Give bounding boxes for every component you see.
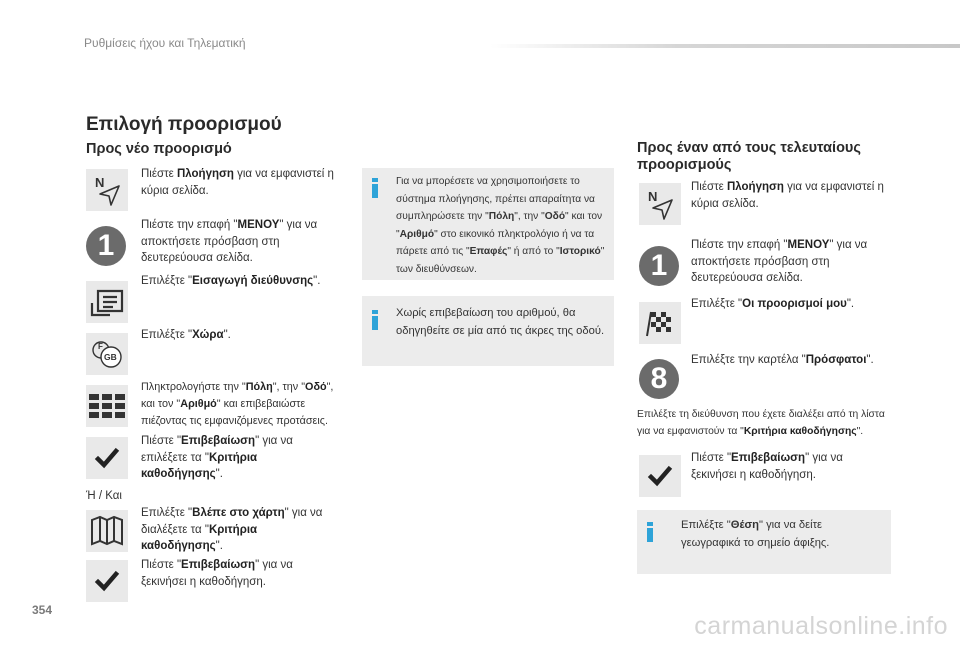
- right-step3-text: Επιλέξτε "Οι προορισμοί μου".: [691, 298, 855, 310]
- left-step1-text: Πιέστε Πλοήγηση για να εμφανιστεί η κύρια σελίδα.: [141, 168, 334, 197]
- left-step7-text: Επιλέξτε "Βλέπε στο χάρτη" για να διαλέξετε τα "Κριτήρια καθοδήγησης".: [141, 507, 323, 552]
- info-box-position-text: Επιλέξτε "Θέση" για να δείτε γεωγραφικά το σημείο άφιξης.: [681, 519, 830, 549]
- right-step1-text: Πιέστε Πλοήγηση για να εμφανιστεί η κύρια σελίδα.: [691, 181, 884, 210]
- info-icon: [372, 310, 378, 330]
- navigation-icon: [639, 183, 681, 225]
- info-box-address-text: Για να μπορέσετε να χρησιμοποιήσετε το σύστημα πλοήγησης, πρέπει απαραίτητα να συμπληρώσετε την "Πόλη", την "Οδό" και τον "Αριθμό" στο εικονικό πληκτρολόγιο ή να τα πάρετε από τις "Επαφές" ή από το "Ιστορικό" των διευθύνσεων.: [396, 176, 605, 275]
- info-icon: [372, 178, 378, 198]
- keyboard-icon: [86, 385, 128, 427]
- header-title: Ρυθμίσεις ήχου και Τηλεματική: [84, 36, 246, 50]
- info-box-address: [362, 168, 614, 280]
- right-step4-text: Επιλέξτε την καρτέλα "Πρόσφατοι".: [691, 354, 874, 366]
- info-box-number-text: Χωρίς επιβεβαίωση του αριθμού, θα οδηγηθείτε σε μία από τις άκρες της οδού.: [396, 307, 605, 337]
- left-step4-text: Επιλέξτε "Χώρα".: [141, 329, 231, 341]
- info-box-number: [362, 296, 614, 366]
- left-step2-text: Πιέστε την επαφή "ΜΕΝΟΥ" για να αποκτήσετε πρόσβαση στη δευτερεύουσα σελίδα.: [141, 219, 318, 264]
- left-section-title: Προς νέο προορισμό: [86, 141, 232, 157]
- left-step8-text: Πιέστε "Επιβεβαίωση" για να ξεκινήσει η καθοδήγηση.: [141, 559, 293, 588]
- address-entry-icon: [86, 281, 128, 323]
- step-number-badge: 8: [639, 359, 679, 399]
- right-step5-text: Επιλέξτε τη διεύθυνση που έχετε διαλέξει από τη λίστα για να εμφανιστούν τα "Κριτήρια καθοδήγησης".: [637, 409, 885, 437]
- info-box-position: [637, 510, 891, 574]
- navigation-icon: [86, 169, 128, 211]
- confirm-checkmark-icon: [639, 455, 681, 497]
- page-number: 354: [32, 603, 53, 617]
- country-icon-letter-top: F: [98, 342, 103, 351]
- confirm-checkmark-icon: [86, 437, 128, 479]
- left-step3-text: Επιλέξτε "Εισαγωγή διεύθυνσης".: [141, 275, 321, 287]
- info-icon: [647, 522, 653, 542]
- country-icon-letter-bottom: GB: [104, 352, 117, 362]
- right-step2-text: Πιέστε την επαφή "ΜΕΝΟΥ" για να αποκτήσετε πρόσβαση στη δευτερεύουσα σελίδα.: [691, 239, 868, 284]
- country-icon: [86, 333, 128, 375]
- header-rule: [490, 44, 960, 48]
- left-step5-text: Πληκτρολογήστε την "Πόλη", την "Οδό", και τον "Αριθμό" και επιβεβαιώστε πιέζοντας τις εμφανιζόμενες προτάσεις.: [141, 381, 334, 427]
- map-icon: [86, 510, 128, 552]
- page-title: Επιλογή προορισμού: [86, 114, 282, 135]
- step-number-badge: 1: [639, 246, 679, 286]
- svg-text:N: N: [95, 175, 105, 190]
- right-section-title: Προς έναν από τους τελευταίους προορισμούς: [637, 140, 861, 173]
- checkered-flag-icon: [639, 302, 681, 344]
- step-number-badge: 1: [86, 226, 126, 266]
- right-step6-text: Πιέστε "Επιβεβαίωση" για να ξεκινήσει η καθοδήγηση.: [691, 452, 843, 481]
- confirm-checkmark-icon: [86, 560, 128, 602]
- watermark: carmanualsonline.info: [694, 612, 948, 640]
- or-separator: Ή / Και: [86, 490, 122, 502]
- left-step6-text: Πιέστε "Επιβεβαίωση" για να επιλέξετε τα "Κριτήρια καθοδήγησης".: [141, 435, 293, 480]
- svg-text:N: N: [648, 189, 658, 204]
